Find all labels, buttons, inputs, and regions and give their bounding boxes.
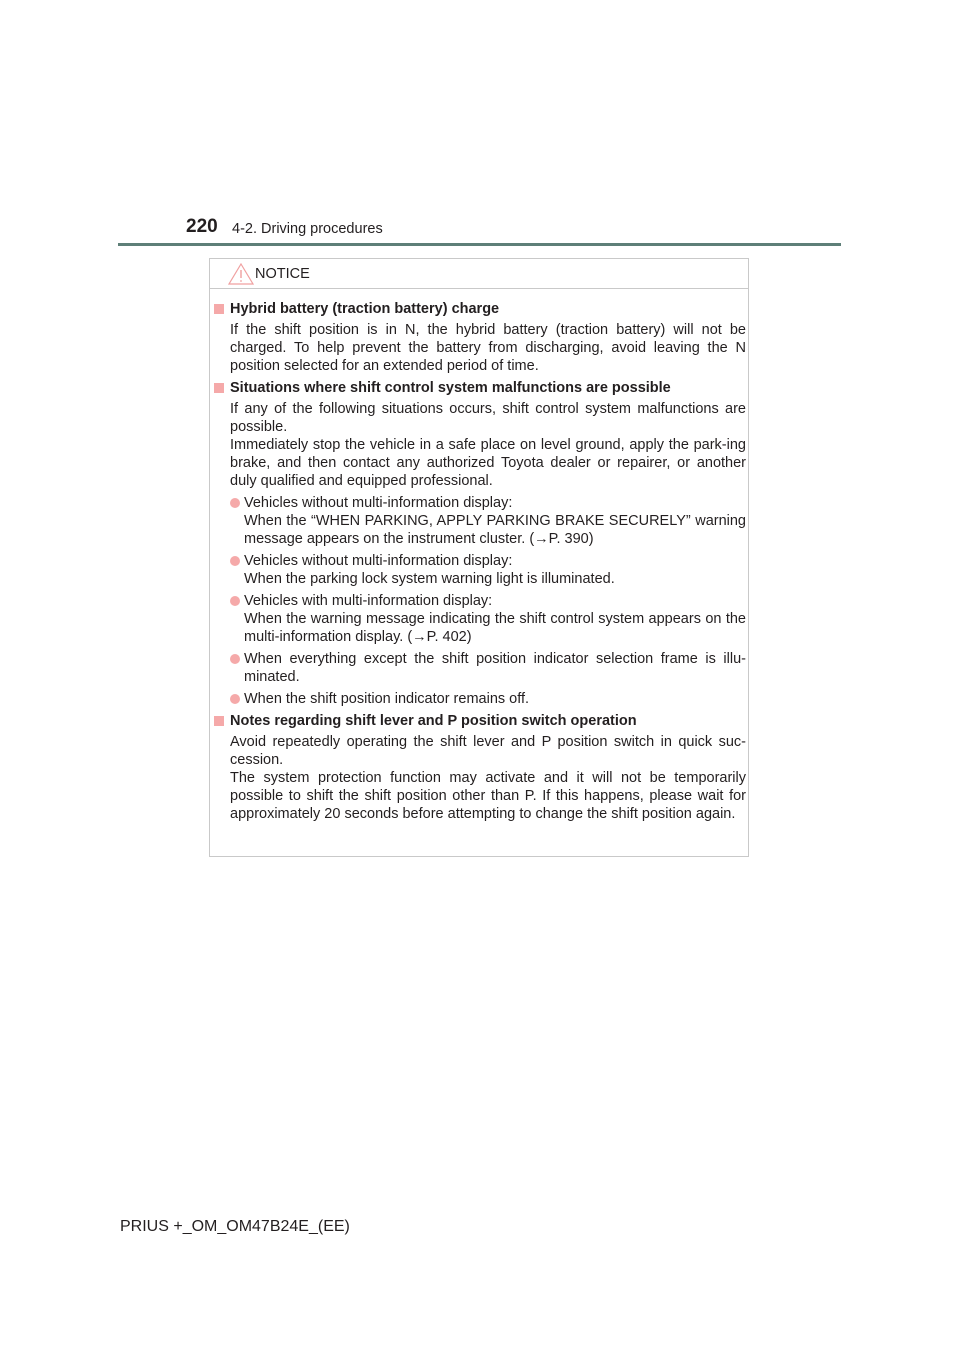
paragraph: Immediately stop the vehicle in a safe place on level ground, apply the park-ing brake, and then contact any authorized Toyota dealer or repairer, or another duly qualified and equipped professional. bbox=[230, 437, 746, 489]
section-heading-text: Situations where shift control system malfunctions are possible bbox=[230, 380, 671, 396]
paragraph: Avoid repeatedly operating the shift lever and P position switch in quick suc-cession. bbox=[230, 734, 746, 768]
round-bullet-icon bbox=[230, 654, 240, 664]
square-bullet-icon bbox=[214, 383, 224, 393]
list-item bbox=[214, 552, 746, 588]
section-heading bbox=[214, 712, 746, 730]
round-bullet-icon bbox=[230, 694, 240, 704]
list-item bbox=[214, 650, 746, 686]
list-item bbox=[214, 690, 746, 708]
list-item bbox=[214, 494, 746, 548]
list-item-line: Vehicles without multi-information display: bbox=[244, 553, 513, 569]
section-title: 4-2. Driving procedures bbox=[232, 221, 383, 237]
list-item-line: When the shift position indicator remains off. bbox=[244, 691, 530, 707]
list-item-line: Vehicles with multi-information display: bbox=[244, 593, 493, 609]
header-rule bbox=[118, 243, 841, 246]
section-heading bbox=[214, 300, 746, 318]
notice-title: NOTICE bbox=[255, 266, 310, 282]
list-item bbox=[214, 592, 746, 646]
list-item-line: Vehicles without multi-information display: bbox=[244, 495, 513, 511]
square-bullet-icon bbox=[214, 304, 224, 314]
section-text bbox=[214, 321, 746, 375]
section-text bbox=[214, 733, 746, 823]
paragraph: If any of the following situations occurs, shift control system malfunctions are possible. bbox=[230, 401, 746, 435]
section-heading bbox=[214, 379, 746, 397]
notice-header bbox=[210, 259, 748, 289]
list-item-line: When everything except the shift position indicator selection frame is illu-minated. bbox=[244, 651, 746, 685]
section-text bbox=[214, 400, 746, 490]
page-number: 220 bbox=[186, 216, 218, 237]
document-id: PRIUS +_OM_OM47B24E_(EE) bbox=[120, 1218, 350, 1235]
notice-box bbox=[209, 258, 749, 857]
round-bullet-icon bbox=[230, 498, 240, 508]
paragraph: The system protection function may activate and it will not be temporarily possible to shift the shift position other than P. If this happens, please wait for approximately 20 seconds before attempting to change the shift position again. bbox=[230, 770, 746, 822]
section-heading-text: Hybrid battery (traction battery) charge bbox=[230, 301, 500, 317]
notice-body bbox=[214, 300, 746, 827]
warning-triangle-icon bbox=[228, 263, 254, 285]
list-item-line: When the parking lock system warning light is illuminated. bbox=[244, 571, 615, 587]
section-heading-text: Notes regarding shift lever and P position switch operation bbox=[230, 713, 637, 729]
list-item-line: When the warning message indicating the shift control system appears on the multi-information display. (→P. 402) bbox=[244, 611, 746, 645]
list-item-line: When the “WHEN PARKING, APPLY PARKING BRAKE SECURELY” warning message appears on the instrument cluster. (→P. 390) bbox=[244, 513, 746, 547]
square-bullet-icon bbox=[214, 716, 224, 726]
round-bullet-icon bbox=[230, 556, 240, 566]
round-bullet-icon bbox=[230, 596, 240, 606]
paragraph: If the shift position is in N, the hybrid battery (traction battery) will not be charged. To help prevent the battery from discharging, avoid leaving the N position selected for an extended period of time. bbox=[230, 322, 746, 374]
